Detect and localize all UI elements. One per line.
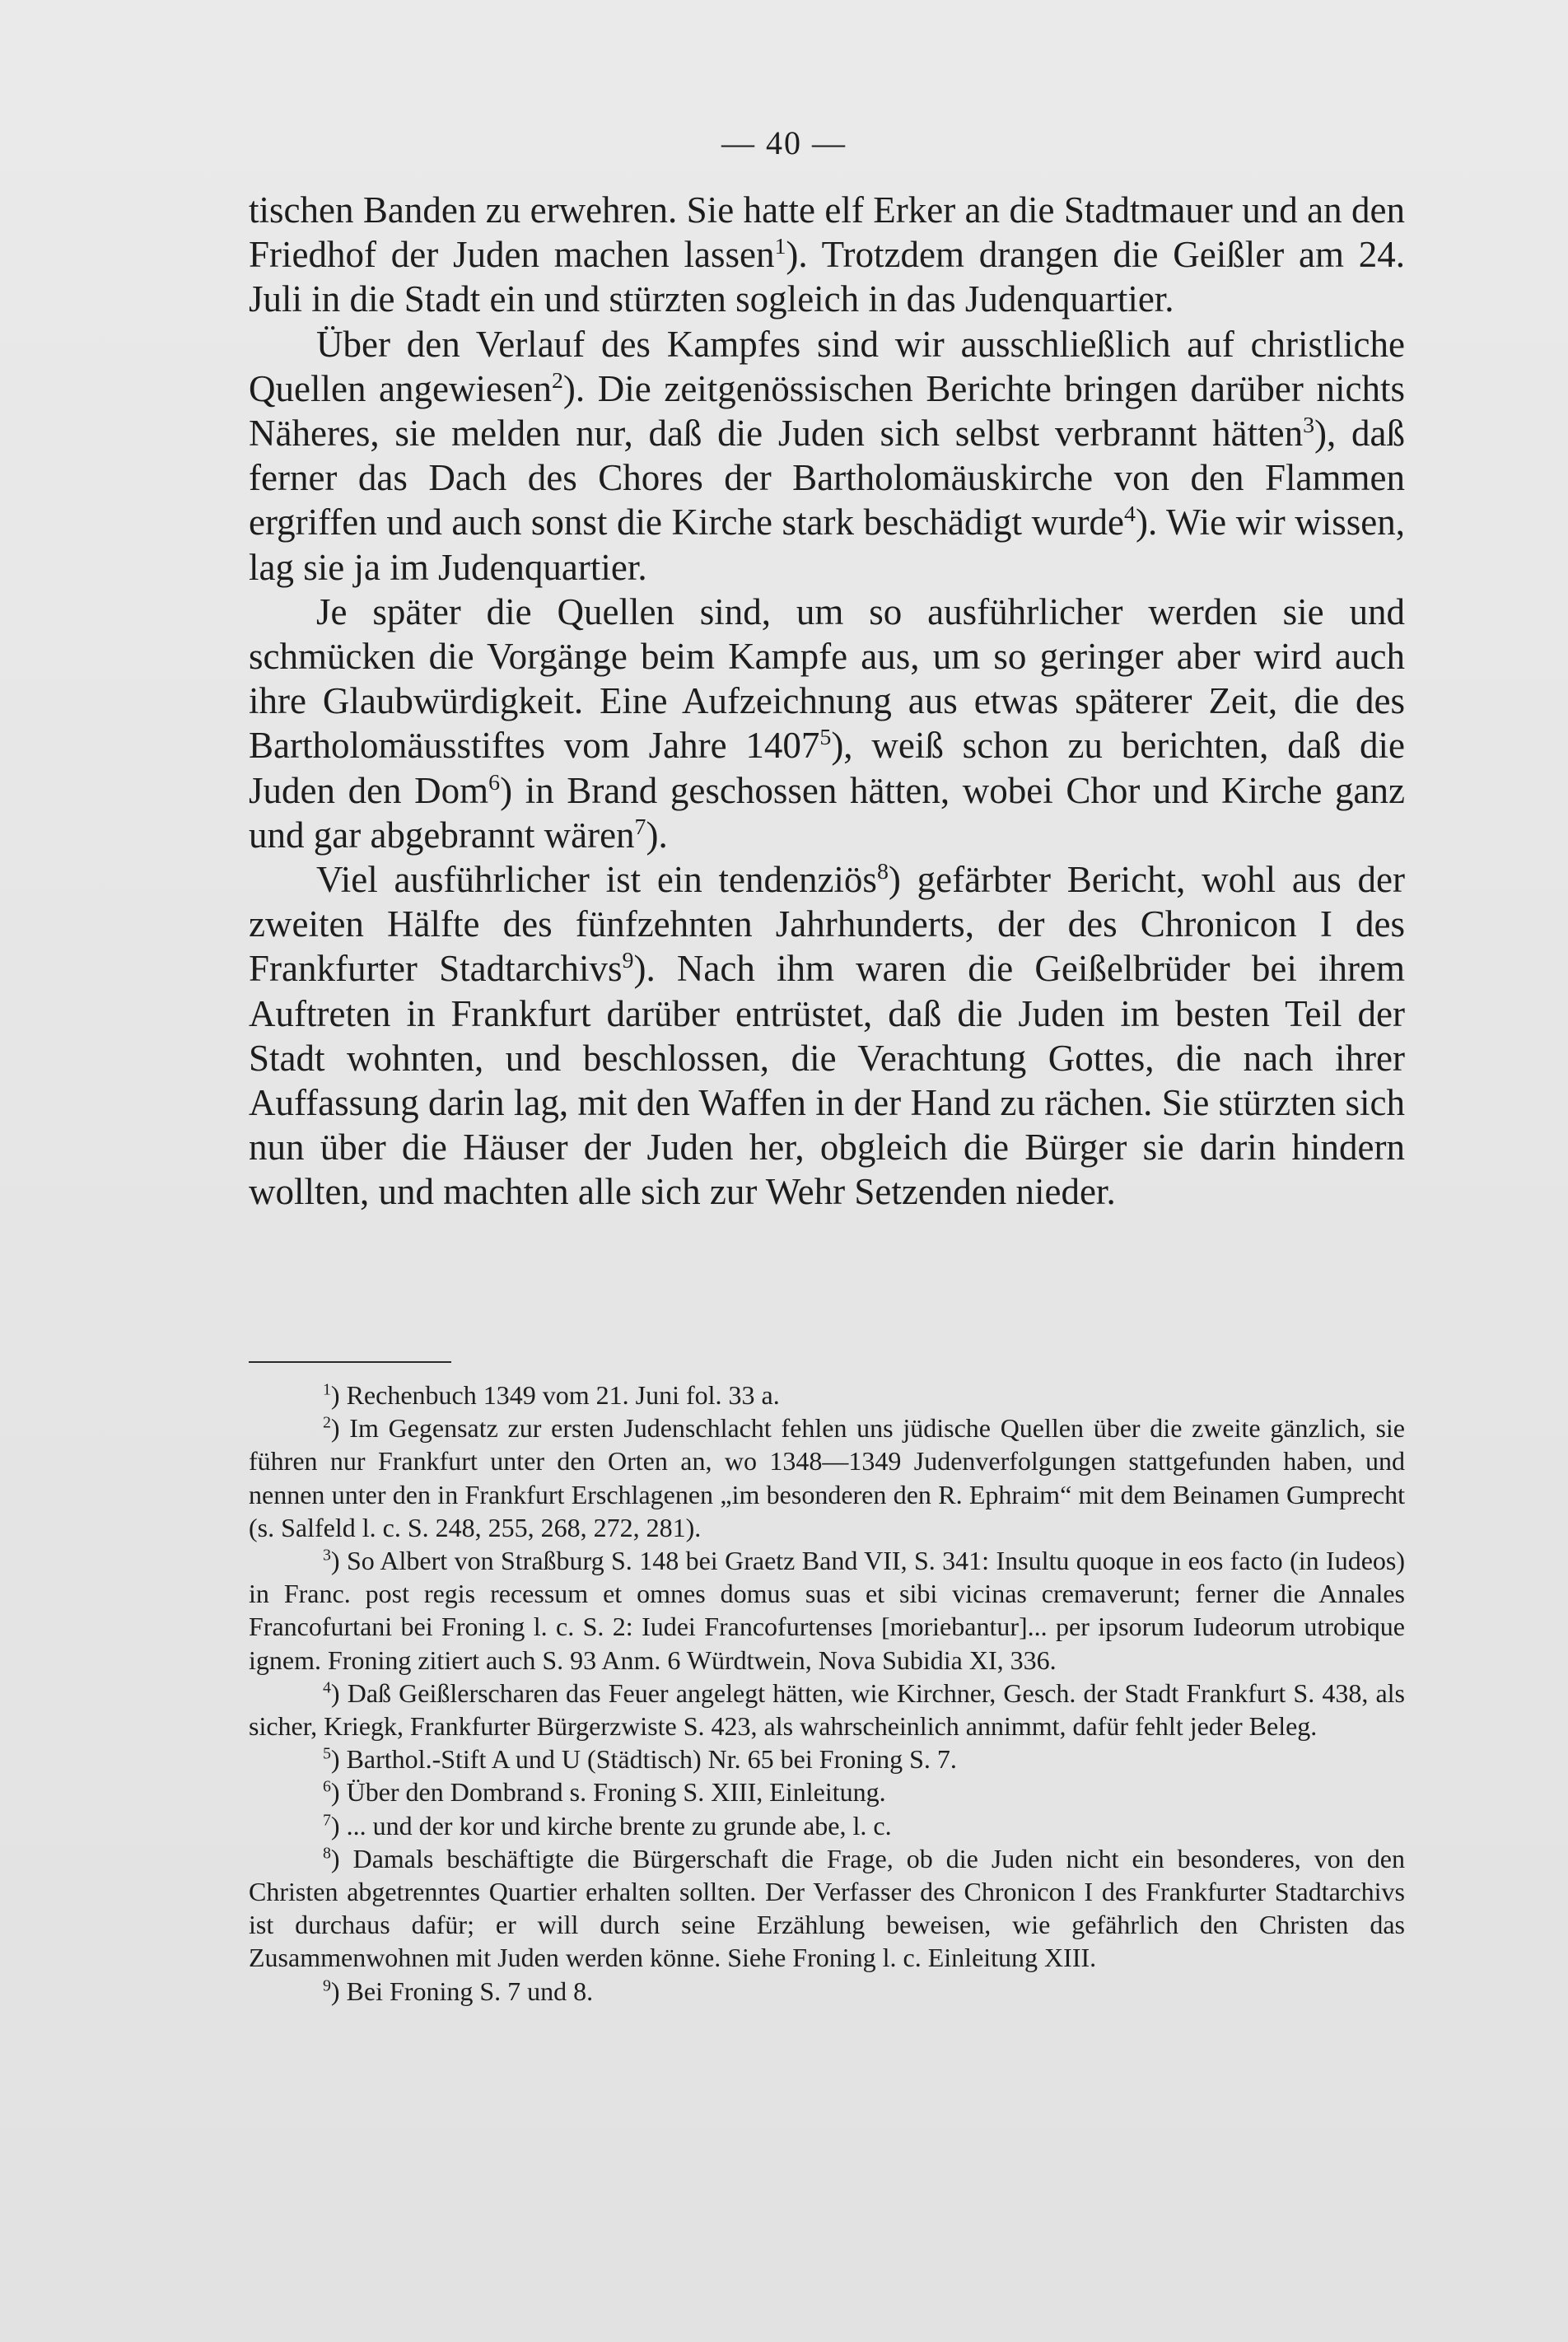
footnote-number: 9	[323, 1976, 331, 1994]
text-run: Viel ausführlicher ist ein tendenziös	[316, 859, 877, 901]
text-run: ) in Brand geschossen hätten, wobei Chor und Kirche ganz und gar abgebrannt wären	[249, 769, 1405, 856]
text-run: ) gefärbter Bericht, wohl aus der zweiten Hälfte des fünfzehnten Jahrhunderts, der des Chronicon I des Frankfurter Stadtarchivs	[249, 859, 1405, 990]
paragraph-2	[249, 322, 1405, 590]
footnote-ref-7: 7	[634, 814, 646, 840]
footnotes	[249, 1379, 1405, 2008]
footnote-1	[249, 1379, 1405, 1411]
footnote-ref-5: 5	[819, 725, 832, 751]
text-run: tischen Banden zu erwehren. Sie hatte elf Erker an die Stadtmauer und an den Friedhof der Juden machen lassen	[249, 189, 1405, 276]
footnote-2	[249, 1411, 1405, 1544]
footnote-text: ) ... und der kor und kirche brente zu grunde abe, l. c.	[330, 1810, 892, 1840]
footnote-number: 6	[323, 1777, 331, 1796]
footnote-ref-4: 4	[1124, 502, 1136, 528]
footnote-4	[249, 1677, 1405, 1743]
footnote-ref-2: 2	[551, 367, 563, 394]
footnote-number: 5	[323, 1744, 331, 1763]
text-run: ), daß ferner das Dach des Chores der Bartholomäuskirche von den Flammen ergriffen und auch sonst die Kirche stark beschädigt wurde	[249, 413, 1405, 544]
text-run: ). Trotzdem drangen die Geißler am 24. Juli in die Stadt ein und stürzten sogleich in das Judenquartier.	[249, 234, 1405, 320]
footnote-number: 4	[323, 1678, 331, 1697]
footnote-number: 7	[323, 1810, 331, 1829]
paragraph-3	[249, 590, 1405, 857]
page-number: — 40 —	[721, 124, 847, 161]
footnote-text: ) Über den Dombrand s. Froning S. XIII, Einleitung.	[330, 1777, 886, 1808]
footnote-ref-8: 8	[876, 859, 889, 885]
footnote-text: ) So Albert von Straßburg S. 148 bei Graetz Band VII, S. 341: Insultu quoque in eos facto (in Iudeos) in Franc. post regis recessum et omnes domus suas et sibi vicinas cremaverunt; ferner die Annales Francofurtani bei Froning l. c. S. 2: Iudei Francofurtenses [moriebantur]... per ipsorum Iudeorum utrobique ignem. Froning zitiert auch S. 93 Anm. 6 Würdtwein, Nova Subidia XI, 336.	[249, 1546, 1405, 1675]
footnote-number: 3	[323, 1546, 331, 1565]
footnote-ref-9: 9	[622, 948, 634, 974]
footnote-text: ) Daß Geißlerscharen das Feuer angelegt hätten, wie Kirchner, Gesch. der Stadt Frankfurt S. 438, als sicher, Kriegk, Frankfurter Bürgerzwiste S. 423, als wahrscheinlich annimmt, dafür fehlt jeder Beleg.	[249, 1677, 1405, 1742]
footnote-3	[249, 1544, 1405, 1677]
footnote-8	[249, 1842, 1405, 1975]
footnote-number: 1	[323, 1380, 331, 1399]
text-run: ), weiß schon zu berichten, daß die Juden den Dom	[249, 725, 1405, 811]
text-run: ). Nach ihm waren die Geißelbrüder bei ihrem Auftreten in Frankfurt darüber entrüstet, daß die Juden im besten Teil der Stadt wohnten, und beschlossen, die Verachtung Gottes, die nach ihrer Auffassung darin lag, mit den Waffen in der Hand zu rächen. Sie stürzten sich nun über die Häuser der Juden her, obgleich die Bürger sie darin hindern wollten, und machten alle sich zur Wehr Setzenden nieder.	[249, 948, 1405, 1213]
text-run: ). Wie wir wissen, lag sie ja im Judenquartier.	[249, 502, 1405, 588]
footnote-5	[249, 1743, 1405, 1775]
footnote-text: ) Im Gegensatz zur ersten Judenschlacht fehlen uns jüdische Quellen über die zweite gänzlich, sie führen nur Frankfurt unter den Orten an, wo 1348—1349 Judenverfolgungen stattgefunden haben, und nennen unter den in Frankfurt Erschlagenen „im besonderen den R. Ephraim“ mit dem Beinamen Gumprecht (s. Salfeld l. c. S. 248, 255, 268, 272, 281).	[249, 1413, 1405, 1542]
footnote-number: 2	[323, 1413, 331, 1432]
footnote-text: ) Rechenbuch 1349 vom 21. Juni fol. 33 a.	[330, 1380, 780, 1410]
footnote-ref-6: 6	[488, 769, 501, 795]
paragraph-1	[249, 188, 1405, 322]
footnote-number: 8	[323, 1844, 331, 1863]
footnote-6	[249, 1775, 1405, 1808]
text-run: Je später die Quellen sind, um so ausführlicher werden sie und schmücken die Vorgänge beim Kampfe aus, um so geringer aber wird auch ihre Glaubwürdigkeit. Eine Aufzeichnung aus etwas späterer Zeit, die des Bartholomäusstiftes vom Jahre 1407	[249, 590, 1405, 767]
footnote-ref-1: 1	[774, 234, 786, 260]
footnote-9	[249, 1975, 1405, 2008]
footnote-text: ) Damals beschäftigte die Bürgerschaft die Frage, ob die Juden nicht ein besonderes, von den Christen abgetrenntes Quartier erhalten sollten. Der Verfasser des Chronicon I des Frankfurter Stadtarchivs ist durchaus dafür; er will durch seine Erzählung beweisen, wie gefährlich den Christen das Zusammenwohnen mit Juden werden könne. Siehe Froning l. c. Einleitung XIII.	[249, 1843, 1405, 1973]
text-run: ).	[646, 814, 668, 856]
footnote-text: ) Barthol.-Stift A und U (Städtisch) Nr. 65 bei Froning S. 7.	[330, 1744, 957, 1775]
footnote-divider	[249, 1361, 451, 1363]
text-run: ). Die zeitgenössischen Berichte bringen darüber nichts Näheres, sie melden nur, daß die Juden sich selbst verbrannt hätten	[249, 367, 1405, 455]
footnote-text: ) Bei Froning S. 7 und 8.	[330, 1976, 594, 2006]
footnote-ref-3: 3	[1303, 413, 1315, 439]
paragraph-4	[249, 857, 1405, 1215]
body-text	[249, 188, 1405, 1215]
footnote-7	[249, 1809, 1405, 1842]
text-run: Über den Verlauf des Kampfes sind wir ausschließlich auf christliche Quellen angewiesen	[249, 323, 1405, 409]
